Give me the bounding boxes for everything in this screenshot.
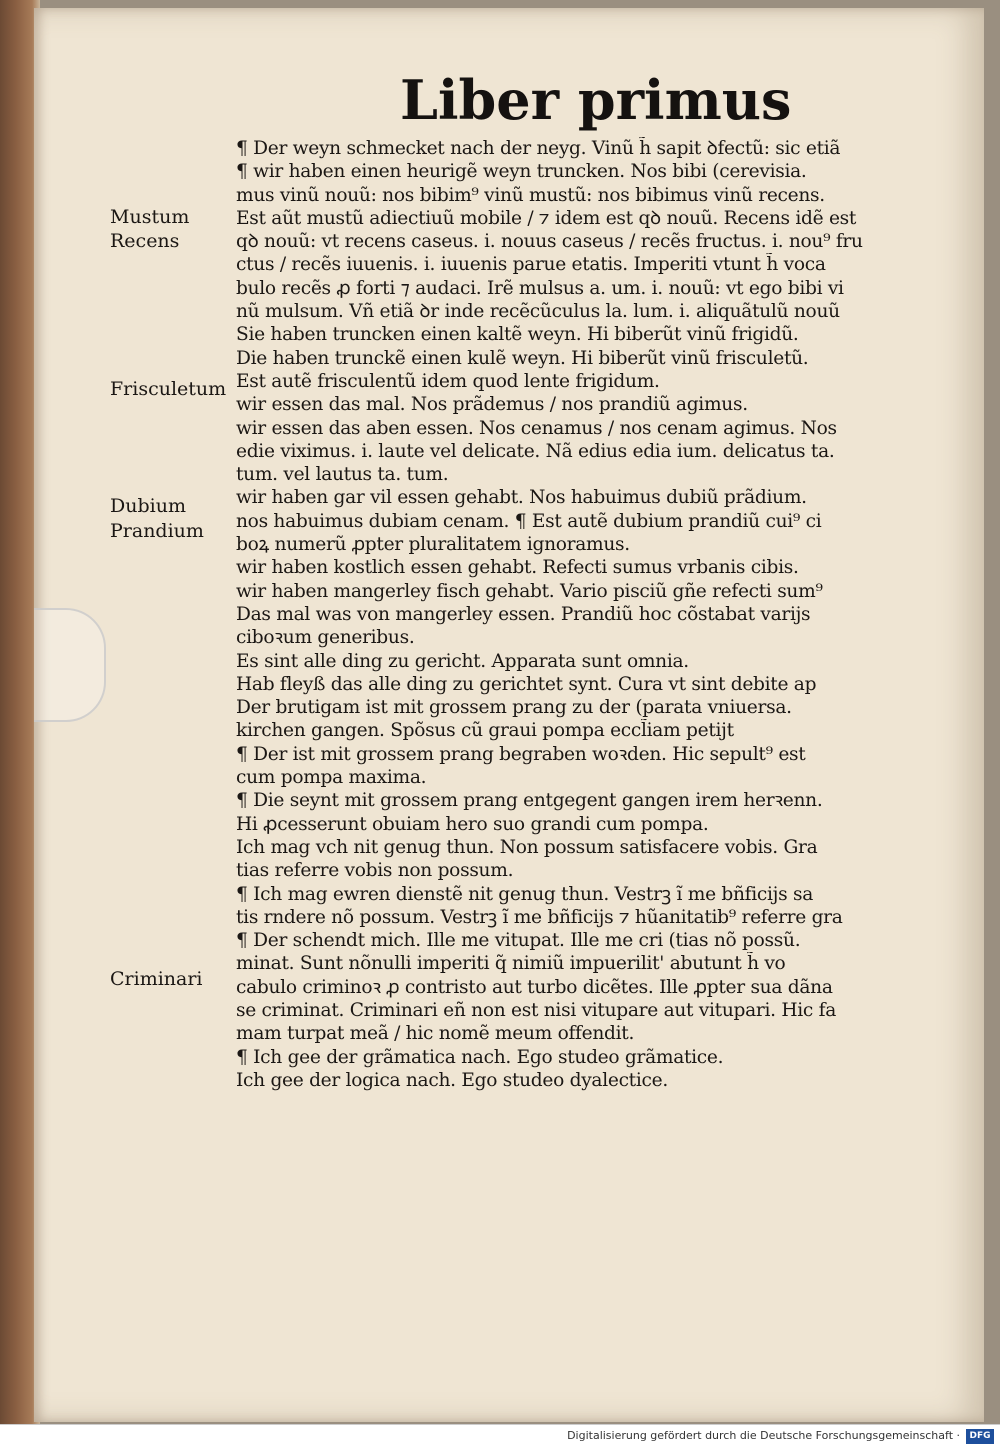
text-line: kirchen gangen. Spõsus cũ graui pompa eccl̃iam petijt	[236, 720, 734, 742]
text-line: wir haben gar vil essen gehabt. Nos habuimus dubiũ prãdium.	[236, 487, 807, 509]
text-line: Die haben trunckẽ einen kulẽ weyn. Hi biberũt vinũ frisculetũ.	[236, 347, 809, 369]
text-line: ctus / recẽs iuuenis. i. iuuenis parue etatis. Imperiti vtunt h̃ voca	[236, 254, 826, 276]
text-line: nũ mulsum. Vñ etiã ꝺr inde recẽcũculus la. lum. i. aliquãtulũ nouũ	[236, 301, 840, 323]
text-line: Es sint alle ding zu gericht. Apparata sunt omnia.	[236, 650, 689, 672]
margin-note-criminari: Criminari	[110, 968, 203, 990]
text-line: se criminat. Criminari eñ non est nisi vitupare aut vitupari. Hic fa	[236, 999, 837, 1021]
text-line: mus vinũ nouũ: nos bibim⁹ vinũ mustũ: nos bibimus vinũ recens.	[236, 184, 825, 206]
text-line: tias referre vobis non possum.	[236, 860, 514, 882]
text-line: ciboꝛum generibus.	[236, 627, 415, 649]
text-line: tis rndere nõ possum. Vestrꝫ ĩ me bñficijs ⁊ hũanitatib⁹ referre gra	[236, 906, 843, 928]
footer-bar	[0, 1424, 1000, 1449]
text-line: wir essen das aben essen. Nos cenamus / nos cenam agimus. Nos	[236, 417, 837, 439]
text-line: Est aũt mustũ adiectiuũ mobile / ⁊ idem est qꝺ nouũ. Recens idẽ est	[236, 207, 857, 229]
page-clip	[34, 608, 106, 722]
text-line: ¶ Die seynt mit grossem prang entgegent gangen irem herꝛenn.	[236, 790, 823, 812]
margin-note-dubium: Dubium	[110, 495, 186, 517]
text-line: wir essen das mal. Nos prãdemus / nos prandiũ agimus.	[236, 394, 748, 416]
text-line: ¶ Der weyn schmecket nach der neyg. Vinũ h̃ sapit ꝺfectũ: sic etiã	[236, 138, 841, 159]
main-text	[236, 137, 900, 1092]
text-line: mam turpat meã / hic nomẽ meum offendit.	[236, 1023, 635, 1045]
text-line: Sie haben truncken einen kaltẽ weyn. Hi biberũt vinũ frigidũ.	[236, 324, 799, 346]
text-line: bulo recẽs ꝓ forti ⁊ audaci. Irẽ mulsus a. um. i. nouũ: vt ego bibi vi	[236, 277, 844, 299]
text-line: nos habuimus dubiam cenam. ¶ Est autẽ dubium prandiũ cui⁹ ci	[236, 510, 822, 532]
text-line: tum. vel lautus ta. tum.	[236, 464, 449, 486]
page-title: Liber primus	[400, 68, 792, 132]
text-line: Ich mag vch nit genug thun. Non possum satisfacere vobis. Gra	[236, 836, 818, 858]
text-line: Der brutigam ist mit grossem prang zu der (parata vniuersa.	[236, 697, 792, 719]
text-line: ¶ Der ist mit grossem prang begraben woꝛden. Hic sepult⁹ est	[236, 743, 806, 765]
text-line: Hab fleyß das alle ding zu gerichtet synt. Cura vt sint debite ap	[236, 673, 817, 695]
text-line: Est autẽ frisculentũ idem quod lente frigidum.	[236, 370, 660, 392]
margin-note-frisculetum: Frisculetum	[110, 378, 227, 400]
text-line: wir haben kostlich essen gehabt. Refecti sumus vrbanis cibis.	[236, 557, 799, 579]
text-line: cum pompa maxima.	[236, 767, 427, 789]
text-line: wir haben mangerley fisch gehabt. Vario pisciũ gñe refecti sum⁹	[236, 580, 823, 602]
footer-credit: Digitalisierung gefördert durch die Deutsche Forschungsgemeinschaft ·	[567, 1429, 960, 1442]
margin-note-prandium: Prandium	[110, 520, 204, 542]
text-line: ¶ Ich gee der grãmatica nach. Ego studeo grãmatice.	[236, 1046, 724, 1068]
text-line: edie viximus. i. laute vel delicate. Nã edius edia ium. delicatus ta.	[236, 440, 835, 462]
margin-note-recens: Recens	[110, 230, 180, 252]
text-line: boꝝ numerũ ꝓpter pluralitatem ignoramus.	[236, 534, 630, 556]
text-line: ¶ wir haben einen heurigẽ weyn truncken. Nos bibi (cerevisia.	[236, 161, 807, 183]
text-line: Ich gee der logica nach. Ego studeo dyalectice.	[236, 1069, 668, 1091]
dfg-logo-icon: DFG	[966, 1429, 994, 1444]
text-line: Hi ꝓcesserunt obuiam hero suo grandi cum pompa.	[236, 813, 709, 835]
text-line: ¶ Ich mag ewren dienstẽ nit genug thun. Vestrꝫ ĩ me bñficijs sa	[236, 883, 814, 905]
text-line: minat. Sunt nõnulli imperiti q̃ nimiũ impuerilit' abutunt h̃ vo	[236, 953, 786, 975]
text-line: ¶ Der schendt mich. Ille me vitupat. Ille me cri (tias nõ possũ.	[236, 930, 801, 952]
text-line: cabulo criminoꝛ ꝓ contristo aut turbo dicẽtes. Ille ꝓpter sua dãna	[236, 976, 833, 998]
margin-note-mustum: Mustum	[110, 206, 190, 228]
text-line: qꝺ nouũ: vt recens caseus. i. nouus caseus / recẽs fructus. i. nou⁹ fru	[236, 231, 863, 253]
text-line: Das mal was von mangerley essen. Prandiũ hoc cõstabat varijs	[236, 603, 811, 625]
